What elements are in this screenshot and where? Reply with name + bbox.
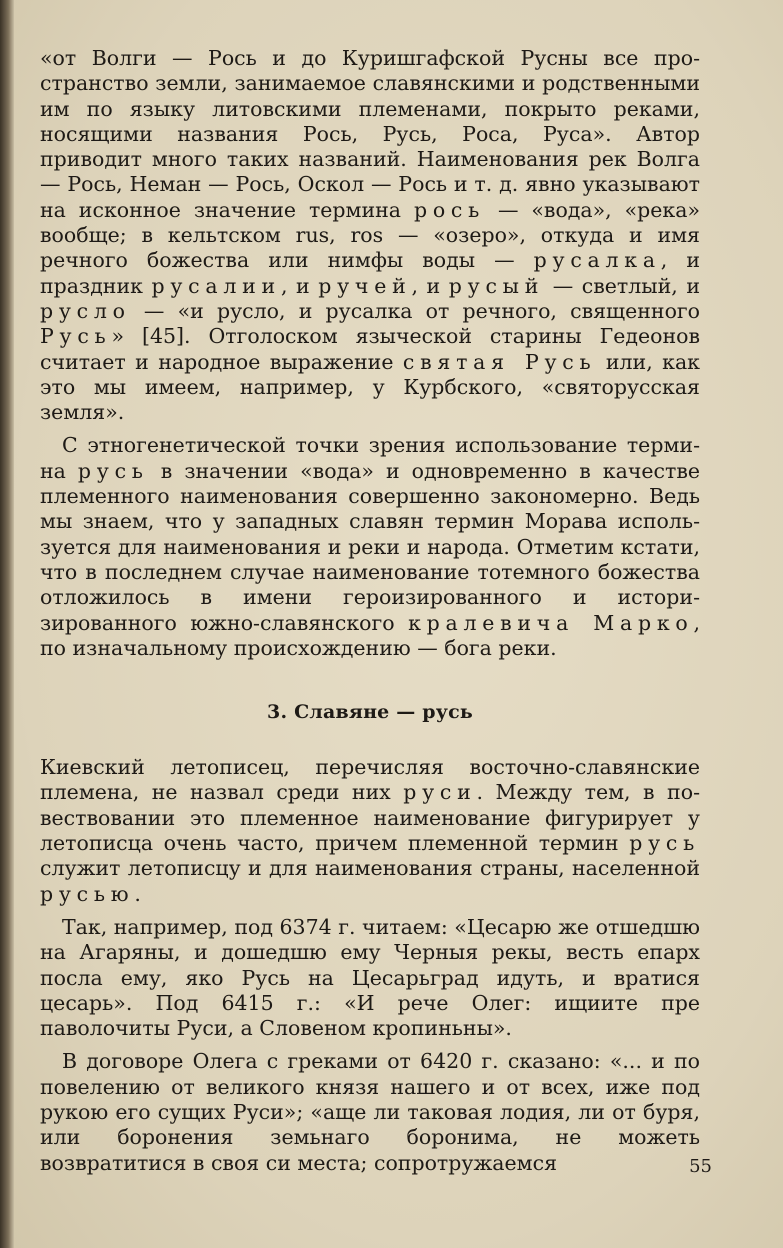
text-run: . [134,881,141,906]
text-run: «от Волги — Рось и до Куришгафской Русны все пространство земли, занимаемое славянскими и родственными им по языку литовскими племенами, покрыто реками, носящими названия Рось, Русь, Роса, Руса». Автор приводит много таких названий. Наименования рек Волга — Рось, Неман — Рось, Оскол — Рось и т. д. явно указывают на исконное значение термина [40,46,700,222]
text-run: » [45]. Отголоском языческой старины Гедеонов считает и народное выражение [40,324,700,374]
text-run: — «вода», «река» вообще; в кельтском rus, ros — «озеро», откуда и имя речного божества или нимфы воды — [40,197,700,273]
spaced-term: русь [629,831,700,856]
spaced-term: Русь [40,324,112,349]
paragraph-p3 [40,755,700,907]
paragraph-p1 [40,46,700,425]
text-run: или, как это мы имеем, например, у Курбского, «святорусская земля». [40,349,700,425]
text-run: В договоре Олега с греками от 6420 г. сказано: «... и по повелению от великого князя нашего и от всех, иже под рукою его сущих Руси»; «аще ли таковая лодия, ли от буря, или боронения земьнаго боронима, не можеть возвратитися в своя си места; сопротружаемся [40,1049,700,1175]
spaced-term: рось [413,197,486,222]
paragraph-p4 [40,915,700,1041]
book-page [14,0,783,1248]
paragraph-p5 [40,1049,700,1175]
book-spine-edge [0,0,14,1248]
text-run: — светлый, и [544,273,701,298]
spaced-term: русло [40,298,131,323]
spaced-term: кралевича Марко [408,610,694,635]
text-run: , и [280,273,319,298]
text-run: , по изначальному происхождению — бога реки. [40,610,701,660]
text-run: Так, например, под 6374 г. читаем: «Цесарю же отшедшю на Агаряны, и дошедшю ему Черныя рекы, весть епарх посла ему, яко Русь на Цесарьград идуть, и вратися цесарь». Под 6415 г.: «И рече Олег: ищиите пре паволочиты Руси, а Словеном кропиньны». [40,914,700,1041]
text-run: — «и русло, и русалка от речного, священного [130,298,700,323]
section-2-end [40,46,700,661]
text-run: служит летописцу и для наименования страны, населенной [40,856,700,881]
spaced-term: ручей [318,273,412,298]
text-run: , и [411,273,449,298]
spaced-term: руси [403,780,477,805]
text-run: Киевский летописец, перечисляя восточно-славянские племена, не назвал среди них [40,755,700,805]
spaced-term: русь [77,458,149,483]
spaced-term: русью [40,881,135,906]
section-heading: 3. Славяне — русь [267,701,473,724]
page-content [40,46,700,1176]
spaced-term: русалии [151,273,281,298]
spaced-term: русый [448,273,545,298]
page-number: 55 [689,1156,712,1177]
paragraph-p2 [40,433,700,661]
text-run: . Между тем, в повествовании это племенное наименование фигурирует у летописца очень часто, причем племенной термин [40,780,701,856]
text-run: С этногенетической точки зрения использование термина [40,433,700,483]
section-3-body [40,755,700,1176]
text-run: в значении «вода» и одновременно в качестве племенного наименования совершенно закономерно. Ведь мы знаем, что у западных славян термин Морава используется для наименования и реки и народа. Отметим кстати, что в последнем случае наименование тотемного божества отложилось в имени героизированного и историзированного южно-славянского [40,458,700,635]
spaced-term: святая Русь [402,349,597,374]
spaced-term: русалка [533,248,661,273]
text-run: , и праздник [40,248,700,298]
